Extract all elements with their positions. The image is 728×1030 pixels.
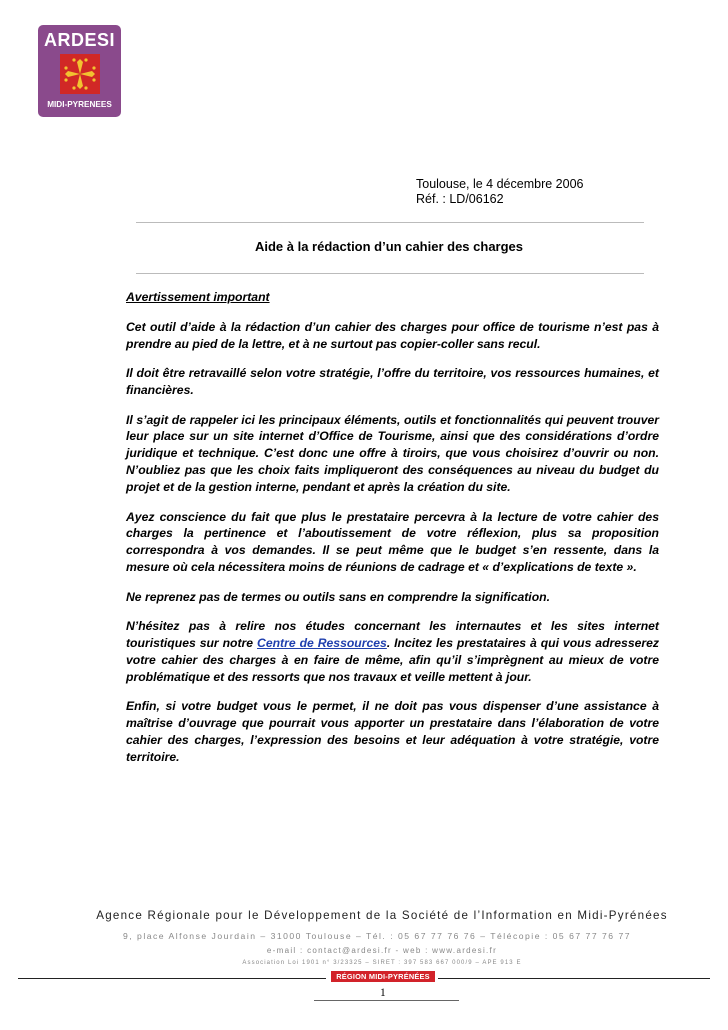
paragraph-5: Ne reprenez pas de termes ou outils sans en comprendre la signification. — [126, 589, 550, 604]
page-number-rule — [314, 1000, 459, 1001]
warning-heading: Avertissement important — [126, 290, 270, 304]
footer-agency: Agence Régionale pour le Développement de la Société de l’Information en Midi-Pyrénées — [96, 909, 668, 922]
page-number: 1 — [380, 987, 386, 999]
logo-region: MIDI-PYRENEES — [47, 100, 112, 109]
letter-reference: Réf. : LD/06162 — [416, 192, 504, 206]
paragraph-7: Enfin, si votre budget vous le permet, il ne doit pas vous dispenser d’une assistance à maîtrise d’ouvrage que pourrait vous apporter un prestataire dans l’élaboration de votre cahier des charges, l’expression des besoins et leur adéquation à votre stratégie, votre territoire. — [126, 699, 659, 764]
paragraph-2: Il doit être retravaillé selon votre stratégie, l’offre du territoire, vos ressources humaines, et financières. — [126, 366, 659, 398]
ardesi-logo — [38, 25, 121, 117]
paragraph-6 — [126, 618, 659, 686]
paragraph-1: Cet outil d’aide à la rédaction d’un cahier des charges pour office de tourisme n’est pas à prendre au pied de la lettre, et à ne surtout pas copier-coller sans recul. — [126, 319, 659, 351]
paragraph-6-end: . Incitez les prestataires à qui vous adresserez votre cahier des charges à en faire de même, afin qu’il s’imprègnent au mieux de votre problématique et des ressorts que nos travaux et veille mettent à jour. — [126, 636, 660, 684]
title-rule-bottom — [136, 273, 644, 274]
occitan-cross-icon — [60, 54, 100, 94]
paragraph-4: Ayez conscience du fait que plus le prestataire percevra à la lecture de votre cahier des charges la pertinence et l’aboutissement de votre réflexion, plus sa proposition correspondra à vos demandes. Il se peut même que le budget s’en ressente, dans la mesure où cela nécessitera moins de réunions de cadrage et « d’explications de texte ». — [126, 509, 659, 575]
logo-name: ARDESI — [43, 30, 115, 50]
title-rule-top — [136, 222, 644, 223]
region-midi-pyrenees-logo: RÉGION MIDI-PYRÉNÉES — [331, 971, 435, 982]
footer-divider-right — [438, 978, 710, 979]
footer-address: 9, place Alfonse Jourdain – 31000 Toulouse – Tél. : 05 67 77 76 76 – Télécopie : 05 67 77 76 77 — [122, 931, 631, 941]
document-title-wrap — [0, 239, 728, 254]
footer-divider-left — [18, 978, 326, 979]
letter-date: Toulouse, le 4 décembre 2006 — [416, 177, 584, 191]
resource-center-link[interactable]: Centre de Ressources — [257, 636, 387, 650]
footer-contact: e-mail : contact@ardesi.fr - web : www.ardesi.fr — [266, 946, 498, 955]
document-body — [126, 289, 659, 778]
paragraph-3: Il s’agit de rappeler ici les principaux éléments, outils et fonctionnalités qui peuvent trouver leur place sur un site internet d’Office de Tourisme, ainsi que des considérations d’ordre juridique et technique. C’est donc une offre à tiroirs, que vous choisirez d’ouvrir ou non. N’oubliez pas que les choix faits impliqueront des conséquences au niveau du budget du projet et de la gestion interne, pendant et après la création du site. — [126, 412, 659, 495]
footer-association: Association Loi 1901 n° 3/23325 – SIRET : 397 583 667 000/9 – APE 913 E — [242, 960, 522, 966]
paragraph-6-start: N’hésitez pas à relire nos études concernant les internautes et les sites internet touristiques sur notre — [126, 619, 659, 650]
document-title: Aide à la rédaction d’un cahier des charges — [254, 239, 524, 254]
